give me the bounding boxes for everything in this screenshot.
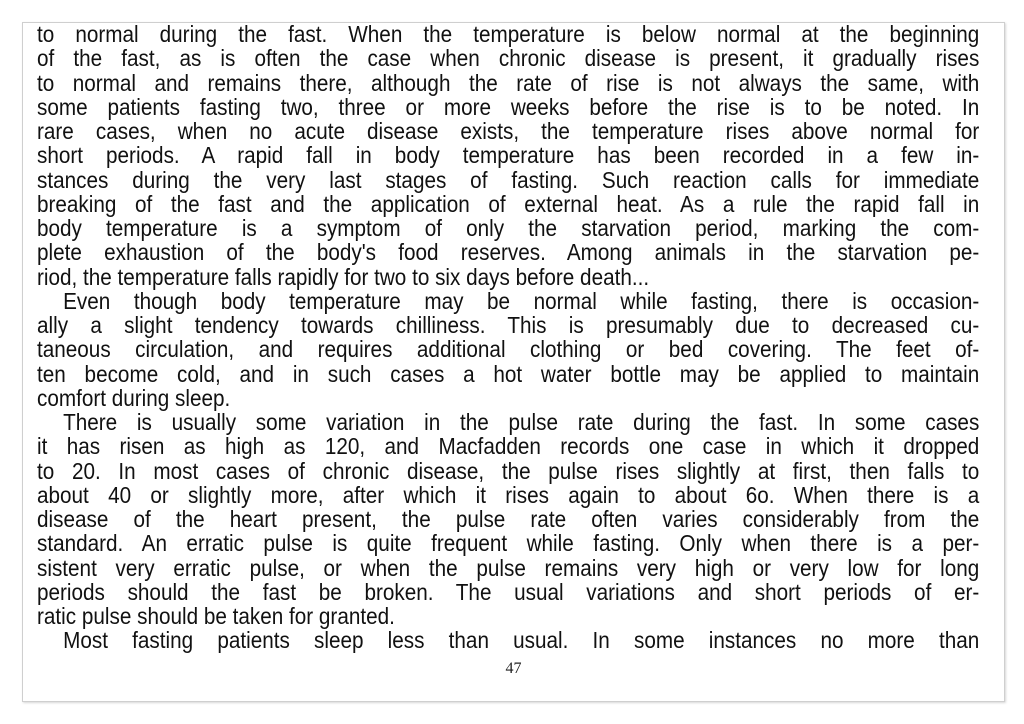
text-line: periods should the fast be broken. The usual variations and short periods of er-: [37, 578, 980, 605]
text-line: taneous circulation, and requires additional clothing or bed covering. The feet of-: [37, 336, 980, 363]
text-line: short periods. A rapid fall in body temperature has been recorded in a few in-: [37, 142, 980, 169]
text-line: sistent very erratic pulse, or when the pulse remains very high or very low for long: [37, 554, 980, 581]
text-line: There is usually some variation in the pulse rate during the fast. In some cases: [63, 409, 980, 435]
text-line: Even though body temperature may be normal while fasting, there is occasion-: [63, 287, 980, 314]
text-line: body temperature is a symptom of only the starvation period, marking the com-: [37, 215, 980, 241]
text-line: Most fasting patients sleep less than usual. In some instances no more than: [63, 627, 980, 654]
text-line: some patients fasting two, three or more weeks before the rise is to be noted. In: [37, 93, 980, 120]
text-line: riod, the temperature falls rapidly for two to six days before death...: [37, 263, 650, 290]
text-line: breaking of the fast and the application of external heat. As a rule the rapid fall in: [37, 190, 980, 217]
text-line: ally a slight tendency towards chilliness. This is presumably due to decreased cu-: [37, 312, 980, 338]
text-line: rare cases, when no acute disease exists, the temperature rises above normal for: [37, 118, 980, 144]
text-line: comfort during sleep.: [37, 384, 231, 411]
document-page: [22, 22, 1005, 702]
text-line: to normal during the fast. When the temperature is below normal at the beginning: [37, 21, 980, 47]
text-line: it has risen as high as 120, and Macfadden records one case in which it dropped: [37, 433, 980, 460]
text-line: standard. An erratic pulse is quite frequent while fasting. Only when there is a per-: [37, 530, 980, 557]
text-line: to normal and remains there, although the rate of rise is not always the same, with: [37, 69, 980, 96]
text-line: to 20. In most cases of chronic disease, the pulse rises slightly at first, then falls to: [37, 457, 980, 484]
text-line: about 40 or slightly more, after which it rises again to about 6o. When there is a: [37, 481, 980, 508]
text-line: ratic pulse should be taken for granted.: [37, 603, 395, 629]
page-number: 47: [505, 660, 522, 677]
text-line: ten become cold, and in such cases a hot water bottle may be applied to maintain: [37, 360, 980, 387]
text-line: stances during the very last stages of fasting. Such reaction calls for immediate: [37, 166, 980, 193]
text-line: of the fast, as is often the case when chronic disease is present, it gradually rises: [37, 45, 980, 72]
text-line: plete exhaustion of the body's food reserves. Among animals in the starvation pe-: [37, 239, 980, 266]
text-line: disease of the heart present, the pulse rate often varies considerably from the: [37, 506, 980, 532]
body-text: [37, 22, 979, 653]
